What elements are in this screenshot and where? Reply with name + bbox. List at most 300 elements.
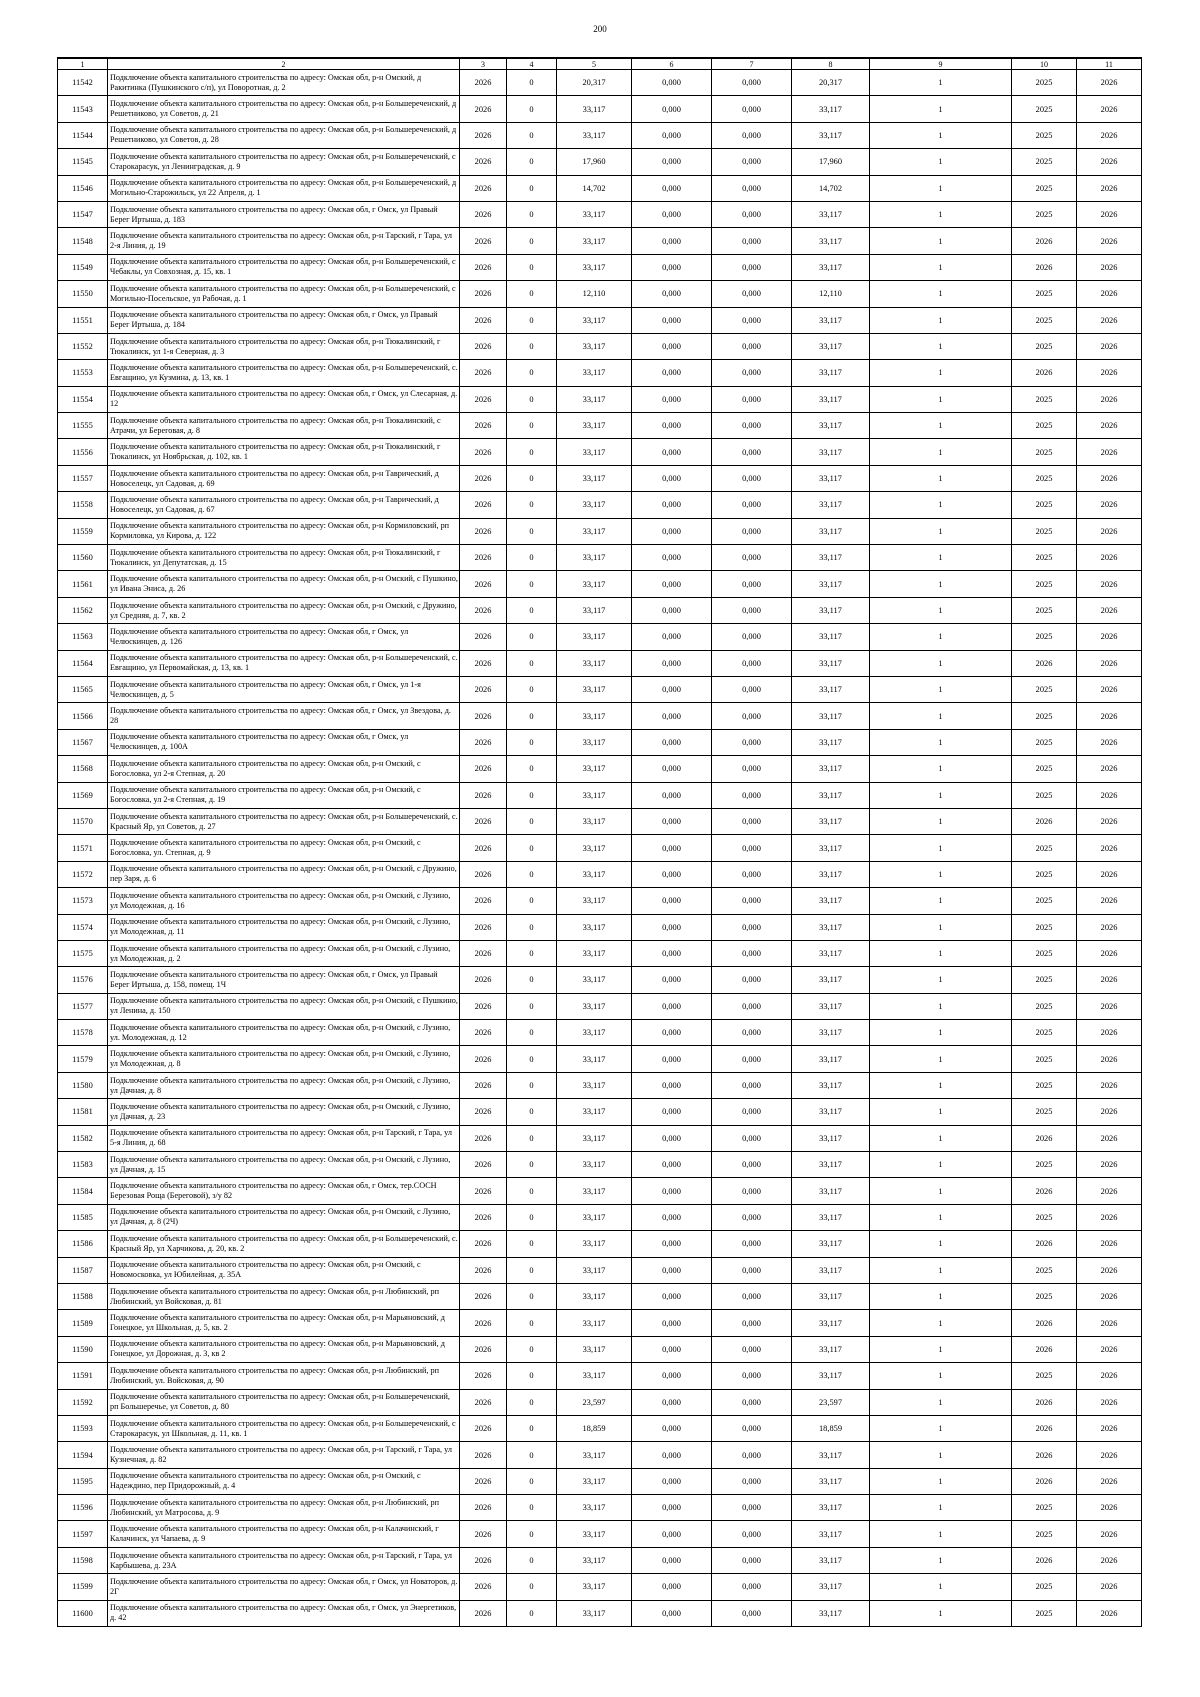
row-number-cell: 11600 (58, 1600, 108, 1626)
column-9-cell: 1 (870, 1547, 1012, 1573)
column-7-cell: 0,000 (712, 307, 792, 333)
column-8-cell: 33,117 (792, 967, 870, 993)
column-7-cell: 0,000 (712, 1310, 792, 1336)
column-7-cell: 0,000 (712, 571, 792, 597)
column-7-cell: 0,000 (712, 122, 792, 148)
column-6-cell: 0,000 (632, 386, 712, 412)
column-4-cell: 0 (507, 281, 557, 307)
column-3-cell: 2026 (460, 597, 507, 623)
column-11-cell: 2026 (1077, 1468, 1142, 1494)
column-10-cell: 2025 (1012, 201, 1077, 227)
object-description-cell: Подключение объекта капитального строительства по адресу: Омская обл, г Омск, тер.СОСН Березовая Роща (Береговой), з/у 82 (108, 1178, 460, 1204)
object-description-cell: Подключение объекта капитального строительства по адресу: Омская обл, г Омск, ул Челюскинцев, д. 100А (108, 729, 460, 755)
table-row (58, 1336, 1142, 1362)
column-3-cell: 2026 (460, 465, 507, 491)
column-11-cell: 2026 (1077, 122, 1142, 148)
row-number-cell: 11568 (58, 756, 108, 782)
column-4-cell: 0 (507, 307, 557, 333)
column-8-cell: 33,117 (792, 201, 870, 227)
object-description-cell: Подключение объекта капитального строительства по адресу: Омская обл, р-н Тарский, г Тара, ул Кузнечная, д. 82 (108, 1442, 460, 1468)
table-row (58, 861, 1142, 887)
column-9-cell: 1 (870, 1072, 1012, 1098)
column-10-cell: 2026 (1012, 1547, 1077, 1573)
table-row (58, 1231, 1142, 1257)
column-11-cell: 2026 (1077, 835, 1142, 861)
column-6-cell: 0,000 (632, 914, 712, 940)
column-11-cell: 2026 (1077, 1231, 1142, 1257)
column-4-cell: 0 (507, 228, 557, 254)
table-row (58, 518, 1142, 544)
column-11-cell: 2026 (1077, 1547, 1142, 1573)
column-11-cell: 2026 (1077, 993, 1142, 1019)
column-8-cell: 33,117 (792, 413, 870, 439)
column-4-cell: 0 (507, 518, 557, 544)
column-6-cell: 0,000 (632, 808, 712, 834)
column-5-cell: 33,117 (557, 650, 632, 676)
column-5-cell: 33,117 (557, 597, 632, 623)
table-row (58, 835, 1142, 861)
row-number-cell: 11572 (58, 861, 108, 887)
column-7-cell: 0,000 (712, 1574, 792, 1600)
table-row (58, 545, 1142, 571)
column-4-cell: 0 (507, 1152, 557, 1178)
column-8-cell: 33,117 (792, 1468, 870, 1494)
column-9-cell: 1 (870, 96, 1012, 122)
object-description-cell: Подключение объекта капитального строительства по адресу: Омская обл, г Омск, ул Слесарная, д. 12 (108, 386, 460, 412)
column-7-cell: 0,000 (712, 888, 792, 914)
column-9-cell: 1 (870, 201, 1012, 227)
table-row (58, 1178, 1142, 1204)
column-9-cell: 1 (870, 1574, 1012, 1600)
column-9-cell: 1 (870, 1178, 1012, 1204)
column-9-cell: 1 (870, 465, 1012, 491)
table-row (58, 940, 1142, 966)
column-11-cell: 2026 (1077, 439, 1142, 465)
column-6-cell: 0,000 (632, 96, 712, 122)
column-3-cell: 2026 (460, 1178, 507, 1204)
object-description-cell: Подключение объекта капитального строительства по адресу: Омская обл, р-н Омский, с Пушкино, ул Ивана Эниса, д. 26 (108, 571, 460, 597)
column-5-cell: 33,117 (557, 1125, 632, 1151)
column-5-cell: 33,117 (557, 228, 632, 254)
column-5-cell: 33,117 (557, 1204, 632, 1230)
column-9-cell: 1 (870, 782, 1012, 808)
table-row (58, 492, 1142, 518)
column-7-cell: 0,000 (712, 1072, 792, 1098)
column-10-cell: 2025 (1012, 1204, 1077, 1230)
column-9-cell: 1 (870, 1363, 1012, 1389)
column-6-cell: 0,000 (632, 70, 712, 96)
object-description-cell: Подключение объекта капитального строительства по адресу: Омская обл, р-н Любинский, рп Любинский, ул Матросова, д. 9 (108, 1495, 460, 1521)
column-3-cell: 2026 (460, 703, 507, 729)
table-row (58, 993, 1142, 1019)
column-9-cell: 1 (870, 993, 1012, 1019)
column-11-cell: 2026 (1077, 1442, 1142, 1468)
column-8-cell: 33,117 (792, 96, 870, 122)
row-number-cell: 11561 (58, 571, 108, 597)
object-description-cell: Подключение объекта капитального строительства по адресу: Омская обл, р-н Тюкалинский, г Тюкалинск, ул Депутатская, д. 15 (108, 545, 460, 571)
column-10-cell: 2025 (1012, 861, 1077, 887)
column-10-cell: 2026 (1012, 1310, 1077, 1336)
column-9-cell: 1 (870, 1231, 1012, 1257)
column-8-cell: 33,117 (792, 545, 870, 571)
column-8-cell: 33,117 (792, 386, 870, 412)
column-6-cell: 0,000 (632, 624, 712, 650)
column-11-cell: 2026 (1077, 360, 1142, 386)
column-3-cell: 2026 (460, 413, 507, 439)
row-number-cell: 11554 (58, 386, 108, 412)
object-description-cell: Подключение объекта капитального строительства по адресу: Омская обл, р-н Большереченский, д Могильно-Старожильск, ул 22 Апреля, д. 1 (108, 175, 460, 201)
row-number-cell: 11569 (58, 782, 108, 808)
column-7-cell: 0,000 (712, 1442, 792, 1468)
column-5-cell: 33,117 (557, 676, 632, 702)
column-7-cell: 0,000 (712, 492, 792, 518)
column-3-cell: 2026 (460, 1257, 507, 1283)
column-3-cell: 2026 (460, 149, 507, 175)
column-11-cell: 2026 (1077, 175, 1142, 201)
column-9-cell: 1 (870, 70, 1012, 96)
column-10-cell: 2025 (1012, 465, 1077, 491)
column-3-cell: 2026 (460, 70, 507, 96)
column-5-cell: 18,859 (557, 1415, 632, 1441)
column-10-cell: 2025 (1012, 1574, 1077, 1600)
column-9-cell: 1 (870, 307, 1012, 333)
column-3-cell: 2026 (460, 571, 507, 597)
column-6-cell: 0,000 (632, 1389, 712, 1415)
column-7-cell: 0,000 (712, 281, 792, 307)
column-9-cell: 1 (870, 1257, 1012, 1283)
column-3-cell: 2026 (460, 808, 507, 834)
column-10-cell: 2025 (1012, 439, 1077, 465)
column-6-cell: 0,000 (632, 307, 712, 333)
row-number-cell: 11558 (58, 492, 108, 518)
column-7-cell: 0,000 (712, 1389, 792, 1415)
object-description-cell: Подключение объекта капитального строительства по адресу: Омская обл, г Омск, ул Новаторов, д. 2Г (108, 1574, 460, 1600)
column-9-cell: 1 (870, 1283, 1012, 1309)
column-8-cell: 33,117 (792, 1178, 870, 1204)
column-7-cell: 0,000 (712, 624, 792, 650)
table-row (58, 96, 1142, 122)
column-4-cell: 0 (507, 1600, 557, 1626)
column-9-cell: 1 (870, 835, 1012, 861)
column-4-cell: 0 (507, 571, 557, 597)
column-6-cell: 0,000 (632, 1495, 712, 1521)
column-8-cell: 33,117 (792, 1125, 870, 1151)
column-3-cell: 2026 (460, 888, 507, 914)
column-11-cell: 2026 (1077, 782, 1142, 808)
column-8-cell: 33,117 (792, 1495, 870, 1521)
column-6-cell: 0,000 (632, 756, 712, 782)
column-11-cell: 2026 (1077, 492, 1142, 518)
column-7-cell: 0,000 (712, 1495, 792, 1521)
column-4-cell: 0 (507, 756, 557, 782)
row-number-cell: 11598 (58, 1547, 108, 1573)
column-10-cell: 2026 (1012, 650, 1077, 676)
column-10-cell: 2025 (1012, 333, 1077, 359)
column-header: 6 (632, 58, 712, 70)
column-9-cell: 1 (870, 676, 1012, 702)
column-9-cell: 1 (870, 122, 1012, 148)
table-row (58, 1363, 1142, 1389)
column-10-cell: 2026 (1012, 1231, 1077, 1257)
column-3-cell: 2026 (460, 1310, 507, 1336)
column-7-cell: 0,000 (712, 650, 792, 676)
column-7-cell: 0,000 (712, 228, 792, 254)
column-5-cell: 33,117 (557, 1468, 632, 1494)
column-10-cell: 2025 (1012, 756, 1077, 782)
column-5-cell: 33,117 (557, 756, 632, 782)
column-8-cell: 23,597 (792, 1389, 870, 1415)
column-5-cell: 33,117 (557, 1521, 632, 1547)
row-number-cell: 11560 (58, 545, 108, 571)
column-4-cell: 0 (507, 967, 557, 993)
column-6-cell: 0,000 (632, 967, 712, 993)
column-7-cell: 0,000 (712, 96, 792, 122)
column-6-cell: 0,000 (632, 1600, 712, 1626)
table-row (58, 1046, 1142, 1072)
column-4-cell: 0 (507, 1389, 557, 1415)
column-6-cell: 0,000 (632, 545, 712, 571)
column-3-cell: 2026 (460, 360, 507, 386)
column-9-cell: 1 (870, 492, 1012, 518)
column-11-cell: 2026 (1077, 1072, 1142, 1098)
table-row (58, 281, 1142, 307)
column-11-cell: 2026 (1077, 861, 1142, 887)
column-8-cell: 33,117 (792, 940, 870, 966)
column-11-cell: 2026 (1077, 413, 1142, 439)
row-number-cell: 11546 (58, 175, 108, 201)
column-5-cell: 33,117 (557, 1310, 632, 1336)
column-4-cell: 0 (507, 993, 557, 1019)
column-9-cell: 1 (870, 1046, 1012, 1072)
column-header: 9 (870, 58, 1012, 70)
object-description-cell: Подключение объекта капитального строительства по адресу: Омская обл, р-н Большереченский, с. Евгащино, ул Первомайская, д. 13, кв. 1 (108, 650, 460, 676)
column-11-cell: 2026 (1077, 1574, 1142, 1600)
table-row (58, 175, 1142, 201)
column-11-cell: 2026 (1077, 281, 1142, 307)
column-5-cell: 20,317 (557, 70, 632, 96)
column-4-cell: 0 (507, 1231, 557, 1257)
column-9-cell: 1 (870, 650, 1012, 676)
column-11-cell: 2026 (1077, 545, 1142, 571)
column-9-cell: 1 (870, 439, 1012, 465)
column-5-cell: 33,117 (557, 333, 632, 359)
column-4-cell: 0 (507, 70, 557, 96)
column-8-cell: 14,702 (792, 175, 870, 201)
column-5-cell: 33,117 (557, 729, 632, 755)
column-3-cell: 2026 (460, 122, 507, 148)
column-7-cell: 0,000 (712, 861, 792, 887)
column-7-cell: 0,000 (712, 149, 792, 175)
column-9-cell: 1 (870, 175, 1012, 201)
column-3-cell: 2026 (460, 1152, 507, 1178)
row-number-cell: 11594 (58, 1442, 108, 1468)
column-5-cell: 33,117 (557, 96, 632, 122)
object-description-cell: Подключение объекта капитального строительства по адресу: Омская обл, г Омск, ул Правый Берег Иртыша, д. 158, помещ. 1Ч (108, 967, 460, 993)
column-7-cell: 0,000 (712, 70, 792, 96)
column-8-cell: 33,117 (792, 228, 870, 254)
column-9-cell: 1 (870, 1415, 1012, 1441)
column-5-cell: 33,117 (557, 1257, 632, 1283)
column-8-cell: 33,117 (792, 888, 870, 914)
column-6-cell: 0,000 (632, 492, 712, 518)
column-10-cell: 2025 (1012, 1020, 1077, 1046)
column-10-cell: 2025 (1012, 175, 1077, 201)
object-description-cell: Подключение объекта капитального строительства по адресу: Омская обл, р-н Таврический, д Новоселецк, ул Садовая, д. 67 (108, 492, 460, 518)
table-row (58, 1574, 1142, 1600)
column-4-cell: 0 (507, 676, 557, 702)
column-5-cell: 12,110 (557, 281, 632, 307)
column-7-cell: 0,000 (712, 439, 792, 465)
column-11-cell: 2026 (1077, 1257, 1142, 1283)
column-11-cell: 2026 (1077, 307, 1142, 333)
column-5-cell: 33,117 (557, 1574, 632, 1600)
column-3-cell: 2026 (460, 940, 507, 966)
column-10-cell: 2025 (1012, 1152, 1077, 1178)
column-9-cell: 1 (870, 888, 1012, 914)
column-4-cell: 0 (507, 1521, 557, 1547)
object-description-cell: Подключение объекта капитального строительства по адресу: Омская обл, р-н Омский, с Богословка, ул. Степная, д. 9 (108, 835, 460, 861)
column-7-cell: 0,000 (712, 1521, 792, 1547)
column-4-cell: 0 (507, 650, 557, 676)
column-7-cell: 0,000 (712, 914, 792, 940)
column-3-cell: 2026 (460, 96, 507, 122)
column-6-cell: 0,000 (632, 940, 712, 966)
column-11-cell: 2026 (1077, 465, 1142, 491)
object-description-cell: Подключение объекта капитального строительства по адресу: Омская обл, р-н Большереченский, с Старокарасук, ул Школьная, д. 11, кв. 1 (108, 1415, 460, 1441)
row-number-cell: 11564 (58, 650, 108, 676)
row-number-cell: 11566 (58, 703, 108, 729)
row-number-cell: 11559 (58, 518, 108, 544)
column-8-cell: 33,117 (792, 808, 870, 834)
column-9-cell: 1 (870, 413, 1012, 439)
column-9-cell: 1 (870, 1521, 1012, 1547)
row-number-cell: 11595 (58, 1468, 108, 1494)
column-8-cell: 33,117 (792, 1600, 870, 1626)
column-7-cell: 0,000 (712, 1600, 792, 1626)
column-10-cell: 2025 (1012, 1283, 1077, 1309)
row-number-cell: 11575 (58, 940, 108, 966)
column-5-cell: 14,702 (557, 175, 632, 201)
column-3-cell: 2026 (460, 1547, 507, 1573)
object-description-cell: Подключение объекта капитального строительства по адресу: Омская обл, р-н Тюкалинский, г Тюкалинск, ул 1-я Северная, д. 3 (108, 333, 460, 359)
row-number-cell: 11556 (58, 439, 108, 465)
column-10-cell: 2026 (1012, 808, 1077, 834)
column-7-cell: 0,000 (712, 1415, 792, 1441)
column-6-cell: 0,000 (632, 888, 712, 914)
column-4-cell: 0 (507, 545, 557, 571)
column-7-cell: 0,000 (712, 465, 792, 491)
column-3-cell: 2026 (460, 228, 507, 254)
column-11-cell: 2026 (1077, 228, 1142, 254)
column-9-cell: 1 (870, 1495, 1012, 1521)
column-5-cell: 33,117 (557, 307, 632, 333)
column-5-cell: 33,117 (557, 1046, 632, 1072)
column-7-cell: 0,000 (712, 597, 792, 623)
column-5-cell: 17,960 (557, 149, 632, 175)
object-description-cell: Подключение объекта капитального строительства по адресу: Омская обл, р-н Любинский, рп Любинский, ул. Войсковая, д. 90 (108, 1363, 460, 1389)
column-10-cell: 2025 (1012, 413, 1077, 439)
column-3-cell: 2026 (460, 835, 507, 861)
column-4-cell: 0 (507, 1495, 557, 1521)
column-11-cell: 2026 (1077, 729, 1142, 755)
column-7-cell: 0,000 (712, 518, 792, 544)
column-10-cell: 2025 (1012, 782, 1077, 808)
table-row (58, 1495, 1142, 1521)
column-7-cell: 0,000 (712, 993, 792, 1019)
column-7-cell: 0,000 (712, 333, 792, 359)
column-6-cell: 0,000 (632, 1336, 712, 1362)
table-row (58, 782, 1142, 808)
column-3-cell: 2026 (460, 333, 507, 359)
table-row (58, 756, 1142, 782)
column-6-cell: 0,000 (632, 1310, 712, 1336)
column-10-cell: 2025 (1012, 1600, 1077, 1626)
column-11-cell: 2026 (1077, 1178, 1142, 1204)
object-description-cell: Подключение объекта капитального строительства по адресу: Омская обл, р-н Большереченский, с. Красный Яр, ул Советов, д. 27 (108, 808, 460, 834)
column-9-cell: 1 (870, 729, 1012, 755)
table-row (58, 1547, 1142, 1573)
column-9-cell: 1 (870, 756, 1012, 782)
column-5-cell: 33,117 (557, 201, 632, 227)
column-4-cell: 0 (507, 201, 557, 227)
column-8-cell: 33,117 (792, 835, 870, 861)
column-4-cell: 0 (507, 1099, 557, 1125)
row-number-cell: 11576 (58, 967, 108, 993)
column-4-cell: 0 (507, 1363, 557, 1389)
column-8-cell: 18,859 (792, 1415, 870, 1441)
column-3-cell: 2026 (460, 1283, 507, 1309)
column-6-cell: 0,000 (632, 465, 712, 491)
table-row (58, 703, 1142, 729)
column-10-cell: 2025 (1012, 122, 1077, 148)
object-description-cell: Подключение объекта капитального строительства по адресу: Омская обл, р-н Тарский, г Тара, ул 5-я Линия, д. 68 (108, 1125, 460, 1151)
column-9-cell: 1 (870, 571, 1012, 597)
column-3-cell: 2026 (460, 729, 507, 755)
column-5-cell: 33,117 (557, 914, 632, 940)
column-9-cell: 1 (870, 518, 1012, 544)
table-row (58, 149, 1142, 175)
column-6-cell: 0,000 (632, 1415, 712, 1441)
column-7-cell: 0,000 (712, 1099, 792, 1125)
column-5-cell: 33,117 (557, 940, 632, 966)
column-9-cell: 1 (870, 1600, 1012, 1626)
column-10-cell: 2025 (1012, 835, 1077, 861)
column-3-cell: 2026 (460, 1495, 507, 1521)
column-5-cell: 33,117 (557, 1152, 632, 1178)
row-number-cell: 11578 (58, 1020, 108, 1046)
column-7-cell: 0,000 (712, 703, 792, 729)
row-number-cell: 11579 (58, 1046, 108, 1072)
object-description-cell: Подключение объекта капитального строительства по адресу: Омская обл, р-н Большереченский, с Старокарасук, ул Ленинградская, д. 9 (108, 149, 460, 175)
column-9-cell: 1 (870, 1468, 1012, 1494)
column-9-cell: 1 (870, 624, 1012, 650)
column-4-cell: 0 (507, 1415, 557, 1441)
row-number-cell: 11542 (58, 70, 108, 96)
column-6-cell: 0,000 (632, 1547, 712, 1573)
column-header: 8 (792, 58, 870, 70)
row-number-cell: 11583 (58, 1152, 108, 1178)
column-4-cell: 0 (507, 465, 557, 491)
column-8-cell: 33,117 (792, 993, 870, 1019)
column-11-cell: 2026 (1077, 1046, 1142, 1072)
column-11-cell: 2026 (1077, 940, 1142, 966)
table-row (58, 1099, 1142, 1125)
column-3-cell: 2026 (460, 1468, 507, 1494)
column-11-cell: 2026 (1077, 703, 1142, 729)
column-5-cell: 33,117 (557, 1099, 632, 1125)
column-5-cell: 33,117 (557, 1600, 632, 1626)
row-number-cell: 11548 (58, 228, 108, 254)
